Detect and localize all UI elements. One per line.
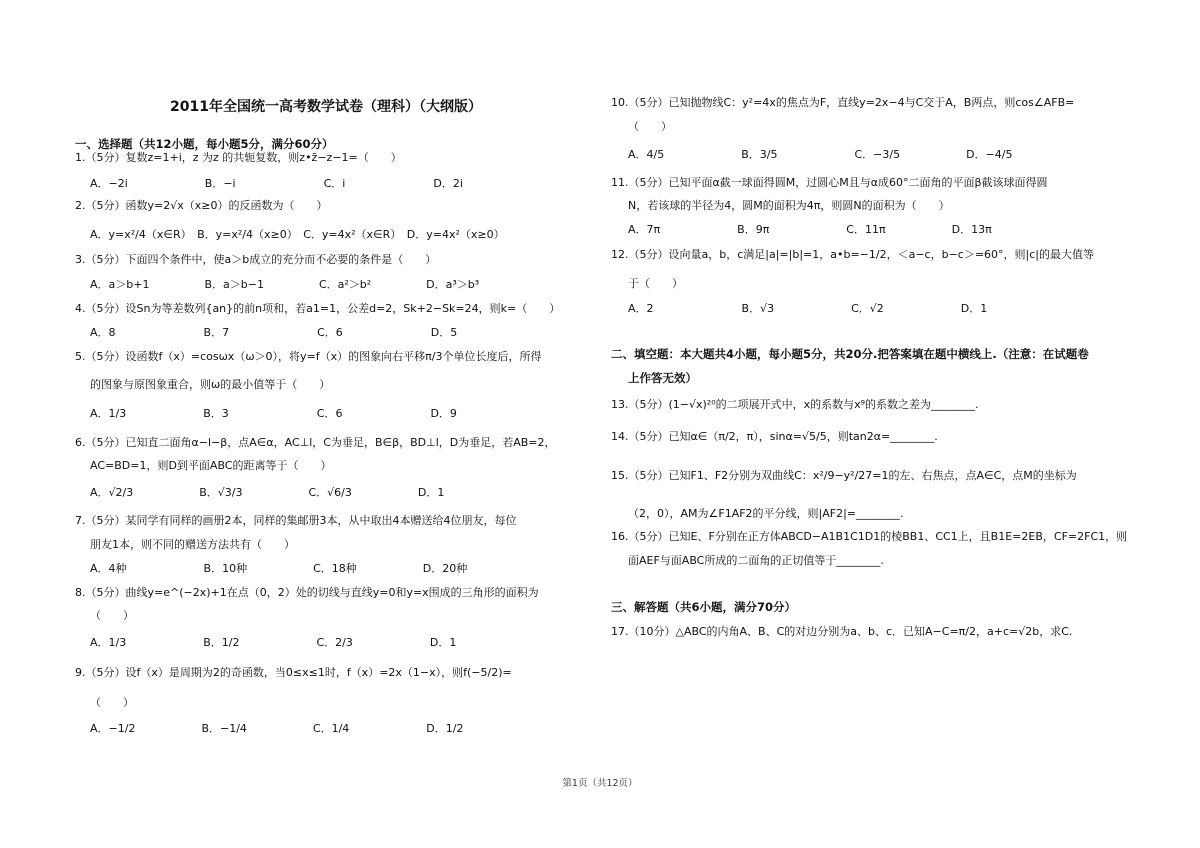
question-line: A．√2/3 B．√3/3 C．√6/3 D．1 (90, 486, 445, 499)
question-line: 14.（5分）已知α∈（π/2，π），sinα=√5/5，则tan2α=________. (611, 430, 938, 443)
question-line: A．2 B．√3 C．√2 D．1 (628, 302, 988, 315)
question-line: N，若该球的半径为4，圆M的面积为4π，则圆N的面积为（ ） (628, 199, 950, 212)
question-line: 16.（5分）已知E、F分别在正方体ABCD−A1B1C1D1的棱BB1、CC1上，且B1E=2EB，CF=2FC1，则 (611, 530, 1128, 543)
question-line: 8.（5分）曲线y=e^(−2x)+1在点（0，2）处的切线与直线y=0和y=x围成的三角形的面积为 (75, 586, 539, 599)
page-footer: 第1页（共12页） (562, 778, 638, 789)
question-line: （2，0），AM为∠F1AF2的平分线，则|AF2|=________. (628, 507, 904, 520)
question-line: 10.（5分）已知抛物线C：y²=4x的焦点为F，直线y=2x−4与C交于A，B两点，则cos∠AFB= (611, 96, 1075, 109)
question-line: A．4种 B．10种 C．18种 D．20种 (90, 562, 468, 575)
question-line: A．1/3 B．3 C．6 D．9 (90, 407, 457, 420)
question-line: A．4/5 B．3/5 C．−3/5 D．−4/5 (628, 148, 1013, 161)
question-line: 11.（5分）已知平面α截一球面得圆M，过圆心M且与α成60°二面角的平面β截该球面得圆 (611, 176, 1048, 189)
page-title: 2011年全国统一高考数学试卷（理科）（大纲版） (170, 99, 482, 115)
question-line: 2.（5分）函数y=2√x（x≥0）的反函数为（ ） (75, 199, 328, 212)
question-line: 1.（5分）复数z=1+i，z 为z 的共轭复数，则z•z̄−z−1=（ ） (75, 151, 402, 164)
question-line: A．a＞b+1 B．a＞b−1 C．a²＞b² D．a³＞b³ (90, 278, 480, 291)
question-line: （ ） (90, 609, 134, 622)
question-line: 9.（5分）设f（x）是周期为2的奇函数，当0≤x≤1时，f（x）=2x（1−x），则f(−5/2)= (75, 666, 512, 679)
question-line: 6.（5分）已知直二面角α−l−β，点A∈α，AC⊥l，C为垂足，B∈β，BD⊥l，D为垂足，若AB=2， (75, 436, 556, 449)
question-line: 7.（5分）某同学有同样的画册2本，同样的集邮册3本，从中取出4本赠送给4位朋友，每位 (75, 514, 517, 527)
question-line: （ ） (628, 120, 672, 133)
question-line: A．y=x²/4（x∈R） B．y=x²/4（x≥0） C．y=4x²（x∈R） D．y=4x²（x≥0） (90, 228, 505, 241)
question-line: AC=BD=1，则D到平面ABC的距离等于（ ） (90, 459, 332, 472)
question-line: A．1/3 B．1/2 C．2/3 D．1 (90, 636, 457, 649)
question-line: A．−1/2 B．−1/4 C．1/4 D．1/2 (90, 722, 464, 735)
question-line: A．8 B．7 C．6 D．5 (90, 326, 458, 339)
question-line: A．−2i B．−i C．i D．2i (90, 177, 463, 190)
question-line: A．7π B．9π C．11π D．13π (628, 223, 992, 236)
question-line: 3.（5分）下面四个条件中，使a＞b成立的充分而不必要的条件是（ ） (75, 253, 437, 266)
question-line: （ ） (90, 696, 134, 709)
question-line: 的图象与原图象重合，则ω的最小值等于（ ） (90, 378, 331, 391)
question-line: 于（ ） (628, 277, 683, 290)
question-line: 朋友1本，则不同的赠送方法共有（ ） (90, 538, 295, 551)
section-heading: 三、解答题（共6小题，满分70分） (611, 600, 797, 614)
question-line: 面AEF与面ABC所成的二面角的正切值等于________. (628, 554, 884, 567)
question-line: 12.（5分）设向量a，b，c满足|a|=|b|=1，a•b=−1/2，＜a−c，b−c＞=60°，则|c|的最大值等 (611, 248, 1095, 261)
question-line: 15.（5分）已知F1、F2分别为双曲线C：x²/9−y²/27=1的左、右焦点，点A∈C，点M的坐标为 (611, 469, 1077, 482)
section-heading: 上作答无效） (628, 371, 697, 385)
section-heading: 一、选择题（共12小题，每小题5分，满分60分） (75, 137, 334, 151)
question-line: 13.（5分）(1−√x)²⁰的二项展开式中，x的系数与x⁹的系数之差为________. (611, 398, 979, 411)
question-line: 17.（10分）△ABC的内角A、B、C的对边分别为a、b、c．已知A−C=π/2，a+c=√2b，求C. (611, 625, 1073, 638)
section-heading: 二、填空题：本大题共4小题，每小题5分，共20分.把答案填在题中横线上.（注意：在试题卷 (611, 347, 1089, 361)
question-line: 5.（5分）设函数f（x）=cosωx（ω＞0），将y=f（x）的图象向右平移π/3个单位长度后，所得 (75, 350, 542, 363)
question-line: 4.（5分）设Sn为等差数列{an}的前n项和，若a1=1，公差d=2，Sk+2−Sk=24，则k=（ ） (75, 302, 561, 315)
